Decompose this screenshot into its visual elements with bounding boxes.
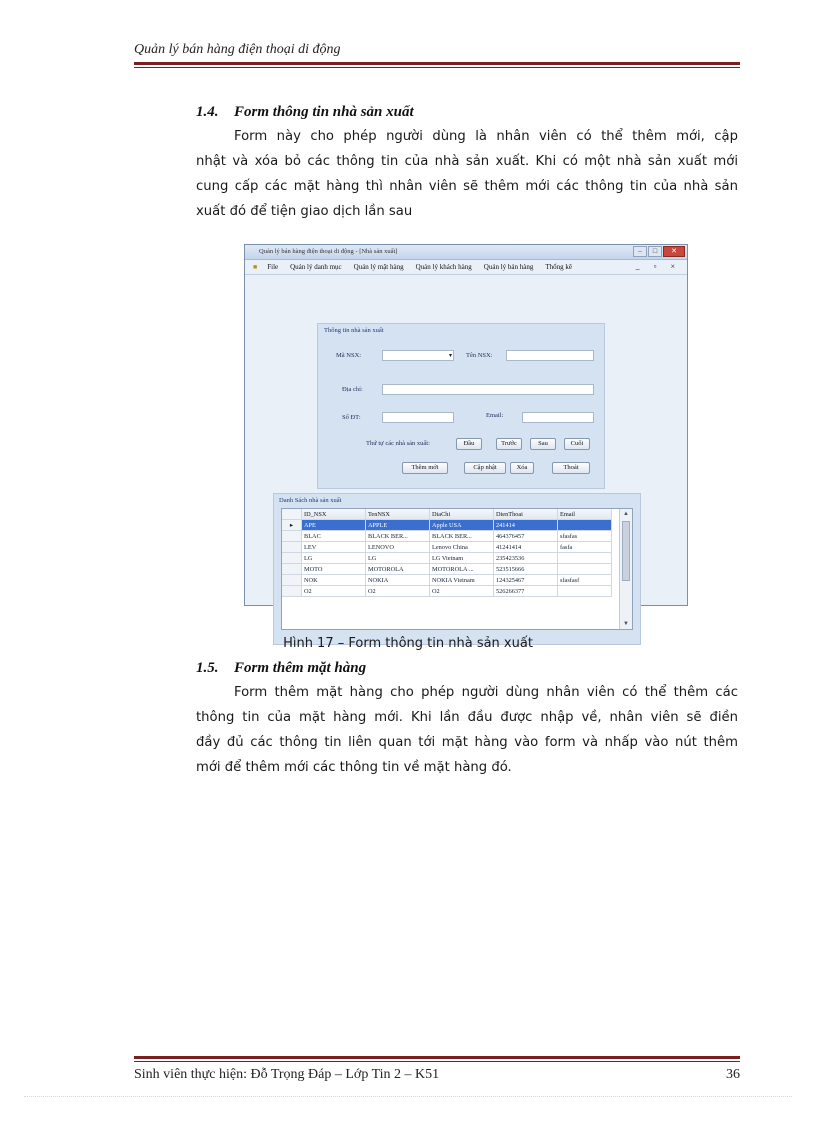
table-cell[interactable]: LG Vietnam — [430, 553, 494, 564]
table-cell[interactable]: 526266377 — [494, 586, 558, 597]
scroll-up-icon[interactable]: ▲ — [623, 511, 629, 517]
chevron-down-icon[interactable]: ▾ — [448, 353, 452, 359]
table-cell[interactable] — [558, 586, 612, 597]
table-cell[interactable]: LENOVO — [366, 542, 430, 553]
menu-item-thong-ke[interactable]: Thống kê — [545, 263, 573, 271]
row-header[interactable] — [282, 564, 302, 575]
email-input[interactable] — [522, 412, 594, 423]
next-button[interactable]: Sau — [530, 438, 556, 450]
table-cell[interactable]: NOK — [302, 575, 366, 586]
dia-chi-input[interactable] — [382, 384, 594, 395]
scroll-down-icon[interactable]: ▼ — [623, 621, 629, 627]
header-rule-thin — [134, 67, 740, 68]
manufacturer-list-panel — [273, 493, 641, 645]
form-screenshot — [244, 244, 688, 627]
table-cell[interactable]: O2 — [302, 586, 366, 597]
menu-item-mat-hang[interactable]: Quản lý mặt hàng — [353, 263, 404, 271]
row-header[interactable] — [282, 531, 302, 542]
table-cell[interactable]: LG — [302, 553, 366, 564]
table-row[interactable] — [282, 520, 612, 531]
table-cell[interactable]: BLACK BER... — [430, 531, 494, 542]
page-edge-line — [24, 1096, 792, 1097]
ten-nsx-input[interactable] — [506, 350, 594, 361]
table-cell[interactable]: NOKIA Vietnam — [430, 575, 494, 586]
table-cell[interactable]: 241414 — [494, 520, 558, 531]
section-heading-1-4 — [196, 104, 414, 121]
last-button[interactable]: Cuối — [564, 438, 590, 450]
page-number: 36 — [726, 1067, 740, 1082]
exit-button[interactable]: Thoát — [552, 462, 590, 474]
label-email: Email: — [486, 412, 504, 419]
close-icon[interactable]: ✕ — [663, 246, 685, 257]
manufacturer-info-group — [317, 323, 605, 489]
table-cell[interactable]: MOTOROLA — [366, 564, 430, 575]
column-header[interactable]: DienThoai — [494, 509, 558, 520]
label-thu-tu: Thứ tự các nhà sản xuất: — [366, 440, 430, 447]
so-dt-input[interactable] — [382, 412, 454, 423]
section-number: 1.5. — [196, 660, 219, 676]
window-title: Quản lý bán hàng điện thoại di động - [Nhà sản xuất] — [259, 248, 398, 255]
maximize-icon[interactable]: □ — [648, 246, 662, 257]
current-row-icon[interactable]: ▸ — [282, 520, 302, 531]
menu-item-file[interactable]: File — [267, 263, 279, 271]
grid-title: Danh Sách nhà sản xuất — [279, 497, 342, 504]
label-ten-nsx: Tên NSX: — [466, 352, 493, 359]
table-cell[interactable]: BLACK BER... — [366, 531, 430, 542]
paragraph-line: nhật và xóa bỏ các thông tin của nhà sản xuất. Khi có một nhà sản xuất mới — [196, 154, 738, 169]
table-cell[interactable]: APPLE — [366, 520, 430, 531]
table-row[interactable] — [282, 564, 612, 575]
table-cell[interactable]: 235423536 — [494, 553, 558, 564]
table-cell[interactable]: NOKIA — [366, 575, 430, 586]
footer-author: Sinh viên thực hiện: Đỗ Trọng Đáp – Lớp Tin 2 – K51 — [134, 1067, 440, 1082]
mdi-controls[interactable]: _ ▫ × — [635, 262, 681, 271]
first-button[interactable]: Đầu — [456, 438, 482, 450]
table-cell[interactable]: Lenovo China — [430, 542, 494, 553]
manufacturer-grid[interactable] — [281, 508, 633, 630]
group-title: Thông tin nhà sản xuất — [324, 327, 384, 334]
section-heading-1-5 — [196, 660, 366, 677]
menu-item-khach-hang[interactable]: Quản lý khách hàng — [415, 263, 472, 271]
table-row[interactable] — [282, 575, 612, 586]
paragraph-line: Form này cho phép người dùng là nhân viên có thể thêm mới, cập — [234, 129, 738, 144]
table-cell[interactable]: 124325467 — [494, 575, 558, 586]
table-row[interactable] — [282, 553, 612, 564]
grid-header-row — [282, 509, 612, 520]
table-cell[interactable]: sfasfasf — [558, 575, 612, 586]
menu-bar — [245, 260, 687, 275]
paragraph-line: thông tin của mặt hàng mới. Khi lần đầu được nhập về, nhân viên sẽ điền — [196, 710, 738, 725]
table-cell[interactable]: LG — [366, 553, 430, 564]
paragraph-line: cung cấp các mặt hàng thì nhân viên sẽ thêm mới các thông tin của nhà sản — [196, 179, 738, 194]
footer-rule-thin — [134, 1061, 740, 1062]
paragraph-line: mới để thêm mới các thông tin về mặt hàng đó. — [196, 760, 512, 775]
table-cell[interactable]: fasfa — [558, 542, 612, 553]
table-cell[interactable]: Apple USA — [430, 520, 494, 531]
ma-nsx-combo[interactable] — [382, 350, 454, 361]
row-header[interactable] — [282, 553, 302, 564]
section-title: Form thêm mặt hàng — [234, 660, 367, 676]
grid-scrollbar[interactable] — [619, 509, 632, 629]
window-controls — [633, 246, 685, 257]
paragraph-line: đầy đủ các thông tin liên quan tới mặt hàng vào form và nhấp vào nút thêm — [196, 735, 738, 750]
label-dia-chi: Địa chỉ: — [342, 386, 363, 393]
section-number: 1.4. — [196, 104, 219, 120]
previous-button[interactable]: Trước — [496, 438, 522, 450]
menu-item-danh-muc[interactable]: Quản lý danh mục — [290, 263, 342, 271]
paragraph-1-4 — [196, 124, 738, 224]
window-titlebar — [245, 245, 687, 260]
app-menu-icon[interactable]: ■ — [253, 263, 258, 271]
table-row[interactable] — [282, 531, 612, 542]
menu-item-ban-hang[interactable]: Quản lý bán hàng — [483, 263, 534, 271]
form-body — [245, 275, 687, 627]
row-header[interactable] — [282, 586, 302, 597]
minimize-icon[interactable]: – — [633, 246, 647, 257]
footer-rule — [134, 1056, 740, 1059]
label-so-dt: Số ĐT: — [342, 414, 361, 421]
row-header[interactable] — [282, 542, 302, 553]
paragraph-1-5 — [196, 680, 738, 780]
table-row[interactable] — [282, 586, 612, 597]
table-cell[interactable]: 523515666 — [494, 564, 558, 575]
figure-caption: Hình 17 – Form thông tin nhà sản xuất — [283, 636, 533, 651]
table-cell[interactable] — [558, 564, 612, 575]
add-new-button[interactable]: Thêm mới — [402, 462, 448, 474]
table-cell[interactable]: O2 — [430, 586, 494, 597]
column-header[interactable]: DiaChi — [430, 509, 494, 520]
delete-button[interactable]: Xóa — [510, 462, 534, 474]
table-cell[interactable]: LEV — [302, 542, 366, 553]
table-cell[interactable]: APE — [302, 520, 366, 531]
table-cell[interactable]: sfasfas — [558, 531, 612, 542]
table-cell[interactable]: MOTOROLA ... — [430, 564, 494, 575]
paragraph-line: xuất đó để tiện giao dịch lần sau — [196, 204, 413, 219]
section-title: Form thông tin nhà sản xuất — [234, 104, 414, 120]
table-cell[interactable]: MOTO — [302, 564, 366, 575]
table-cell[interactable] — [558, 520, 612, 531]
table-cell[interactable]: BLAC — [302, 531, 366, 542]
column-header[interactable]: ID_NSX — [302, 509, 366, 520]
table-row[interactable] — [282, 542, 612, 553]
column-header[interactable]: Email — [558, 509, 612, 520]
running-header: Quản lý bán hàng điện thoại di động — [134, 42, 341, 57]
paragraph-line: Form thêm mặt hàng cho phép người dùng nhân viên có thể thêm các — [234, 685, 738, 700]
scroll-thumb[interactable] — [622, 521, 630, 581]
table-cell[interactable]: 464376457 — [494, 531, 558, 542]
update-button[interactable]: Cập nhật — [464, 462, 506, 474]
table-cell[interactable] — [558, 553, 612, 564]
label-ma-nsx: Mã NSX: — [336, 352, 362, 359]
table-cell[interactable]: O2 — [366, 586, 430, 597]
header-rule — [134, 62, 740, 65]
column-header[interactable]: TenNSX — [366, 509, 430, 520]
table-cell[interactable]: 41241414 — [494, 542, 558, 553]
row-header[interactable] — [282, 575, 302, 586]
